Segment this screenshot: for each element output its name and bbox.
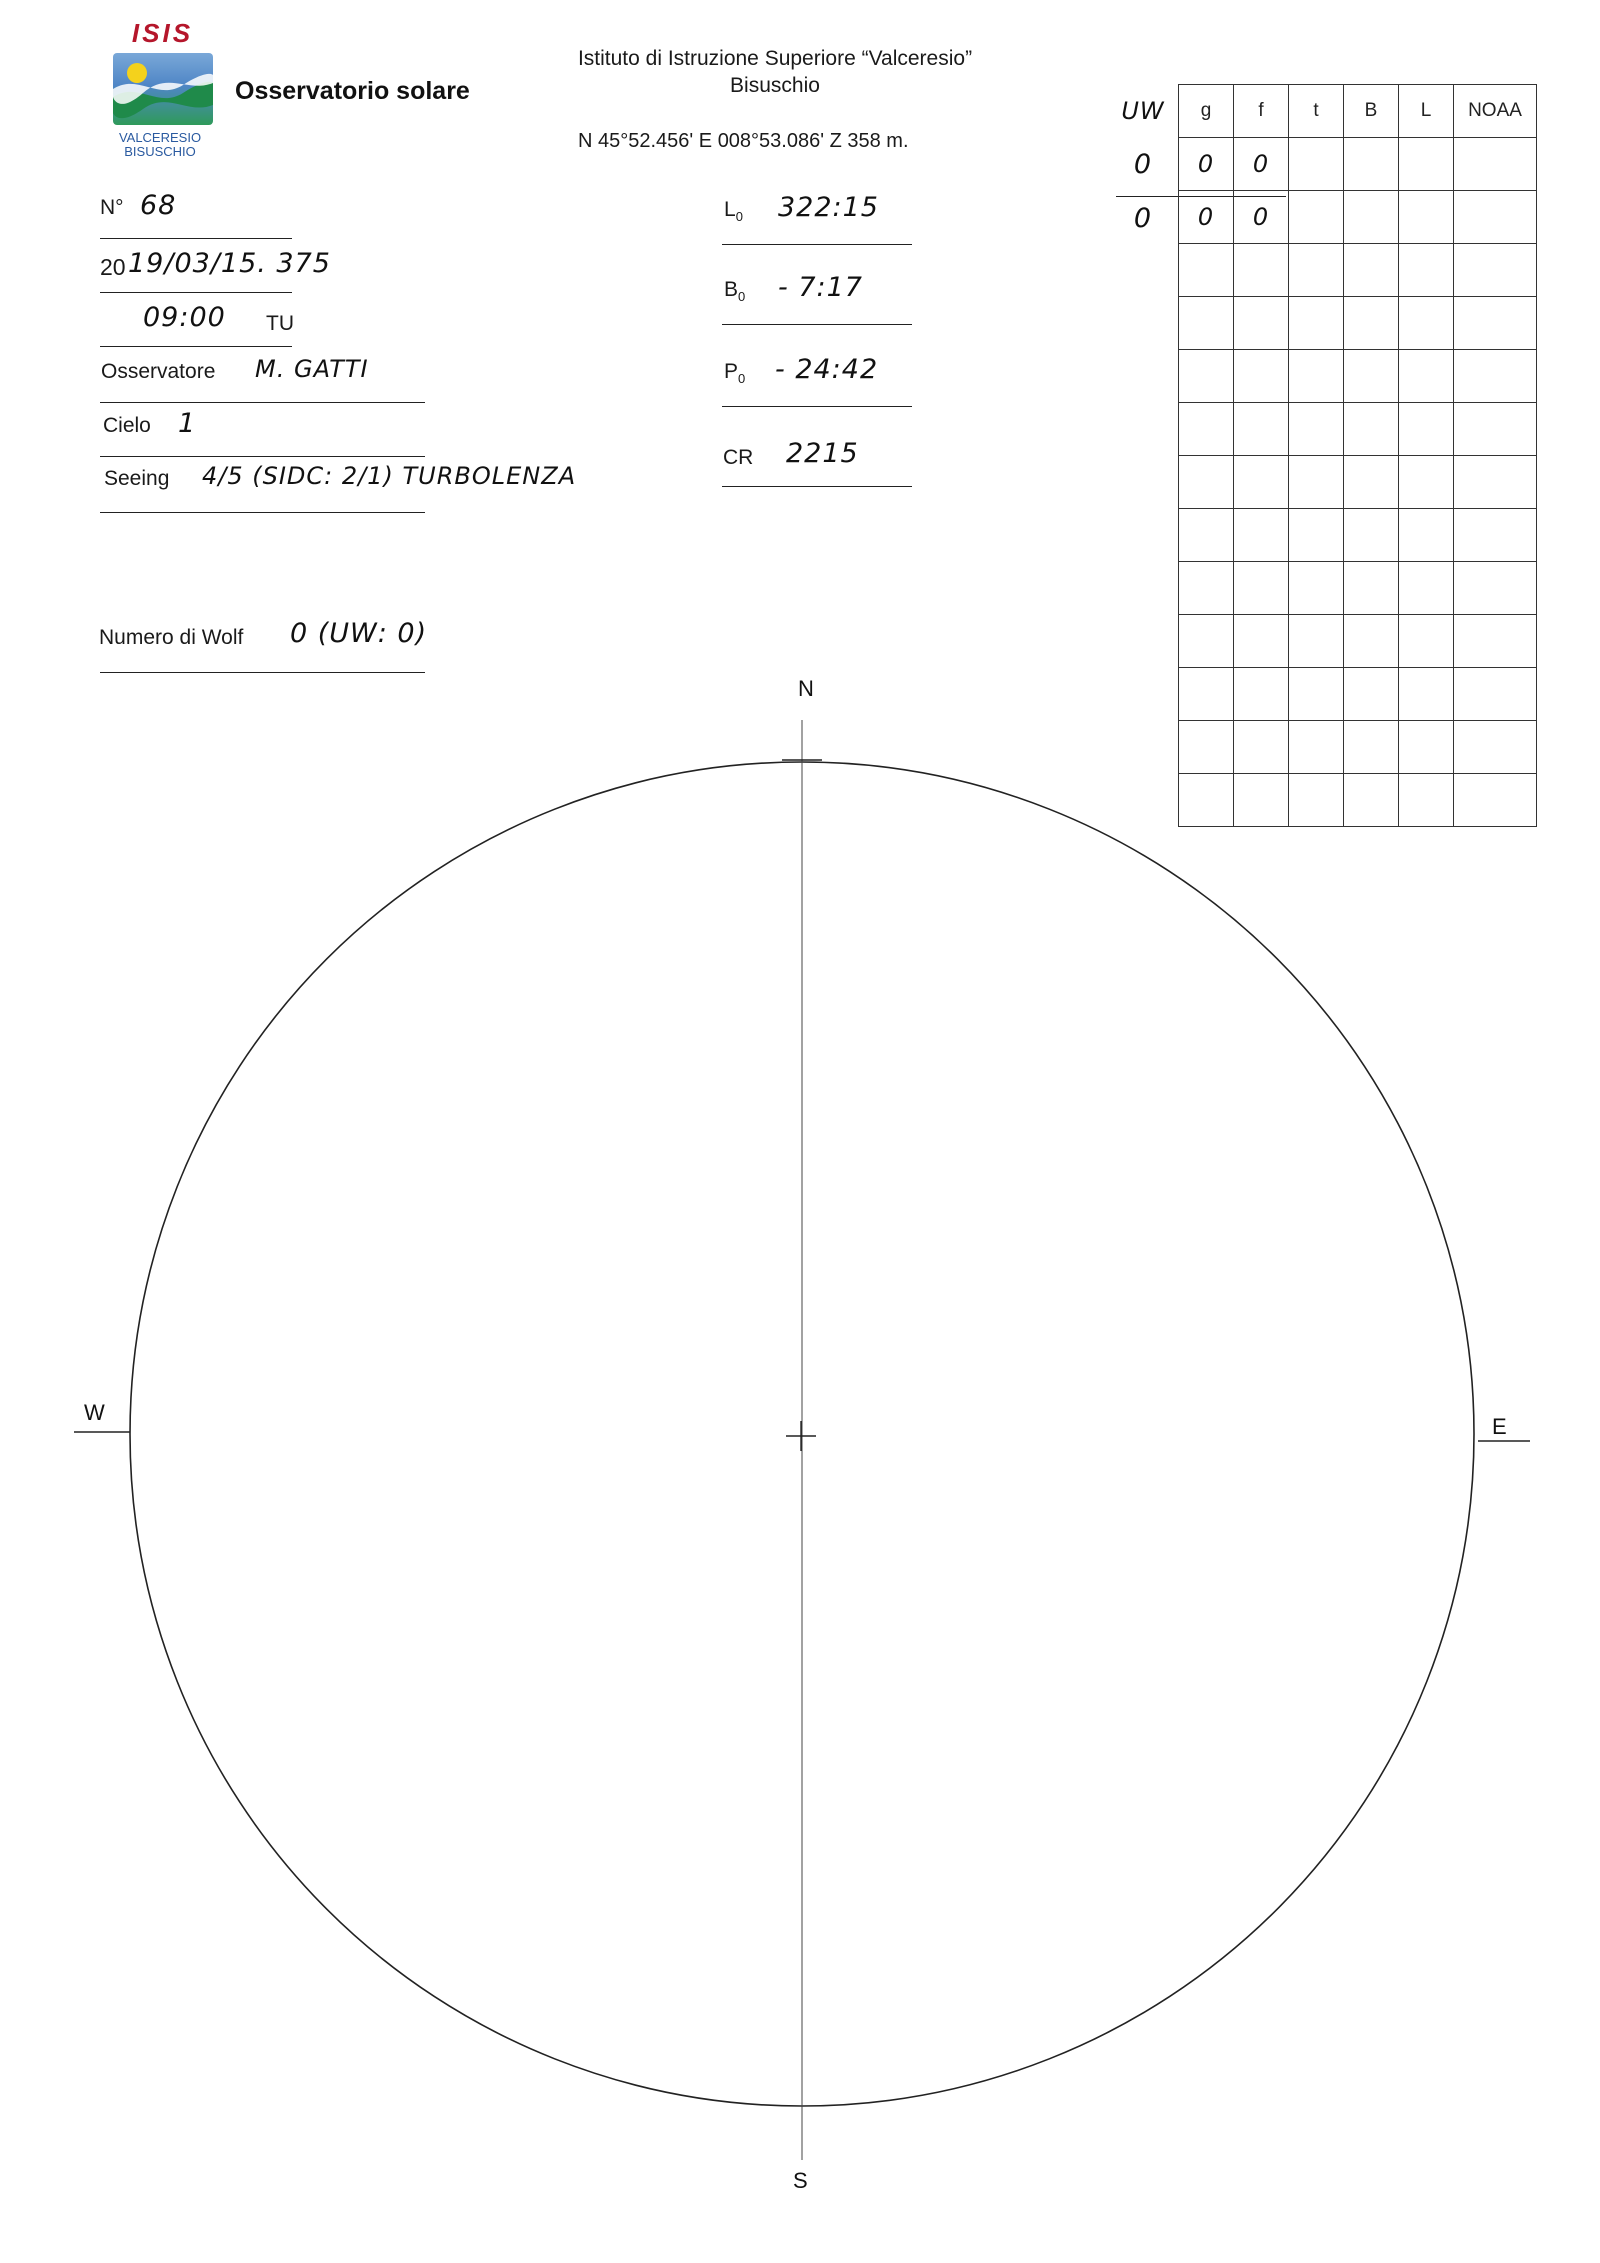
seeing-value: 4/5 (SIDC: 2/1) TURBOLENZA [202, 462, 577, 490]
table-cell-g: 0 [1179, 138, 1234, 191]
number-value: 68 [140, 190, 177, 221]
logo-subtitle-line-1: VALCERESIO [118, 130, 202, 145]
b0-label-sub: 0 [738, 289, 746, 305]
column-header-noaa: NOAA [1454, 85, 1537, 138]
uw-value: 0 [1133, 149, 1153, 180]
observatory-coordinates: N 45°52.456' E 008°53.086' Z 358 m. [578, 130, 909, 152]
south-label: S [793, 2168, 808, 2193]
b0-label-text: B [724, 278, 739, 301]
table-cell-f: 0 [1234, 191, 1289, 244]
cr-label: CR [723, 446, 754, 469]
cr-value: 2215 [786, 438, 859, 469]
institute-town: Bisuschio [730, 74, 820, 97]
column-header-b: B [1344, 85, 1399, 138]
time-value: 09:00 [143, 302, 226, 333]
b0-value: - 7:17 [778, 272, 863, 303]
column-header-l: L [1399, 85, 1454, 138]
uw-value: 0 [1133, 203, 1153, 234]
l0-label-text: L [724, 198, 736, 221]
page-title: Osservatorio solare [235, 77, 470, 105]
column-header-t: t [1289, 85, 1344, 138]
wolf-value: 0 (UW: 0) [290, 618, 428, 649]
date-prefix: 20 [100, 254, 126, 280]
sky-label: Cielo [103, 414, 151, 437]
east-label: E [1492, 1414, 1507, 1439]
seeing-label: Seeing [104, 467, 170, 490]
logo-text: ISIS [131, 18, 194, 48]
column-header-g: g [1179, 85, 1234, 138]
column-header-f: f [1234, 85, 1289, 138]
sky-value: 1 [178, 408, 197, 439]
p0-value: - 24:42 [775, 354, 879, 385]
l0-value: 322:15 [778, 192, 879, 223]
table-cell-f: 0 [1234, 138, 1289, 191]
wolf-label: Numero di Wolf [99, 626, 244, 649]
west-label: W [84, 1400, 105, 1425]
p0-label-text: P [724, 360, 739, 383]
logo-subtitle-line-2: BISUSCHIO [124, 144, 196, 159]
number-label: N° [100, 196, 124, 219]
institute-name: Istituto di Istruzione Superiore “Valceresio” [577, 47, 973, 70]
time-unit: TU [266, 312, 294, 335]
table-cell-g: 0 [1179, 191, 1234, 244]
date-value: 19/03/15. 375 [128, 248, 331, 279]
p0-label-sub: 0 [738, 371, 746, 387]
l0-label-sub: 0 [735, 209, 743, 225]
north-label: N [798, 676, 814, 701]
uw-header: UW [1121, 97, 1165, 125]
observer-value: M. GATTI [255, 355, 369, 383]
observer-label: Osservatore [101, 360, 216, 383]
